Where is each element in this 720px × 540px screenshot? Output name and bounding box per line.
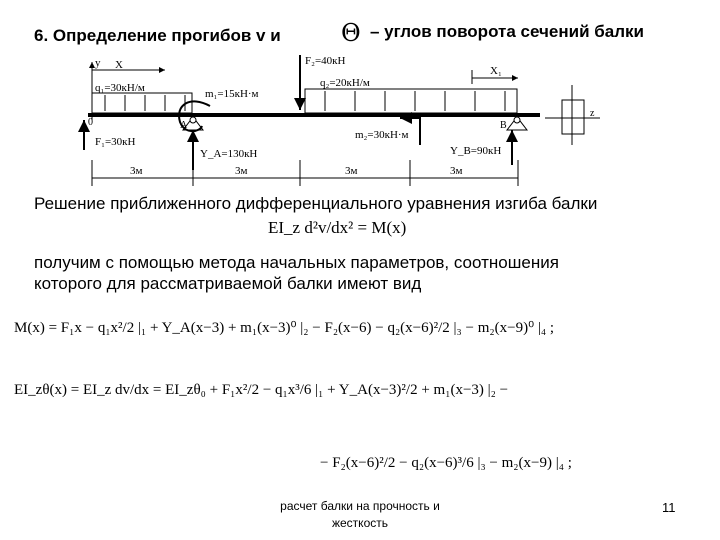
- b-label: B: [500, 120, 507, 131]
- span-2: 3м: [235, 165, 248, 177]
- footer-line2: жесткость: [331, 516, 388, 530]
- title-part1: Определение прогибов v и: [52, 26, 281, 45]
- x-label: X: [115, 59, 123, 71]
- f2-label: F₂=40кН: [305, 55, 346, 67]
- span-4: 3м: [450, 165, 463, 177]
- paragraph-1: Решение приближенного дифференциального уравнения изгиба балки: [34, 194, 598, 213]
- q1-label: q₁=30кН/м: [95, 82, 145, 94]
- section-shape: [562, 100, 584, 134]
- pin-a: [190, 117, 196, 123]
- yb-label: Y_B=90кН: [450, 145, 502, 157]
- z-label: z: [590, 108, 595, 119]
- theta-symbol: Θ: [341, 19, 361, 47]
- diff-equation: EI_z d²v/dx² = M(x): [268, 218, 407, 237]
- m1-label: m₁=15кН·м: [205, 88, 259, 100]
- theta-equation-line1: EI_zθ(x) = EI_z dv/dx = EI_zθ₀ + F₁x²/2 − q₁x³/6 |₁ + Y_A(x−3)²/2 + m₁(x−3) |₂ −: [14, 382, 509, 398]
- y-label: y: [95, 57, 101, 69]
- title-number: 6.: [34, 26, 49, 45]
- footer: [255, 498, 465, 532]
- q2-arrows: [325, 91, 505, 111]
- m2-label: m₂=30кН·м: [355, 129, 409, 141]
- f1-label: F₁=30кН: [95, 136, 136, 148]
- footer-line1: расчет балки на прочность и: [280, 499, 440, 513]
- theta-equation-line2: − F₂(x−6)²/2 − q₂(x−6)³/6 |₃ − m₂(x−9) |₄ ;: [320, 455, 572, 471]
- page-number: 11: [662, 500, 676, 515]
- moment-equation: M(x) = F₁x − q₁x²/2 |₁ + Y_A(x−3) + m₁(x−3)⁰ |₂ − F₂(x−6) − q₂(x−6)²/2 |₃ − m₂(x−9)⁰ |₄ ;: [14, 320, 554, 336]
- a-label: A: [180, 120, 188, 131]
- q1-arrows: [105, 95, 185, 111]
- q2-load: [305, 89, 517, 113]
- origin-label: 0: [88, 117, 93, 128]
- title-part2: – углов поворота сечений балки: [370, 22, 644, 41]
- pin-b: [514, 117, 520, 123]
- q1-load: [92, 93, 192, 113]
- ya-label: Y_A=130кН: [200, 148, 258, 160]
- q2-label: q₂=20кН/м: [320, 77, 370, 89]
- paragraph-2-line1: получим с помощью метода начальных параметров, соотношения: [34, 253, 559, 272]
- paragraph-2-line2: которого для рассматриваемой балки имеют вид: [34, 274, 422, 293]
- span-3: 3м: [345, 165, 358, 177]
- beam-diagram: [0, 0, 720, 200]
- span-1: 3м: [130, 165, 143, 177]
- x1-label: X₁: [490, 65, 502, 77]
